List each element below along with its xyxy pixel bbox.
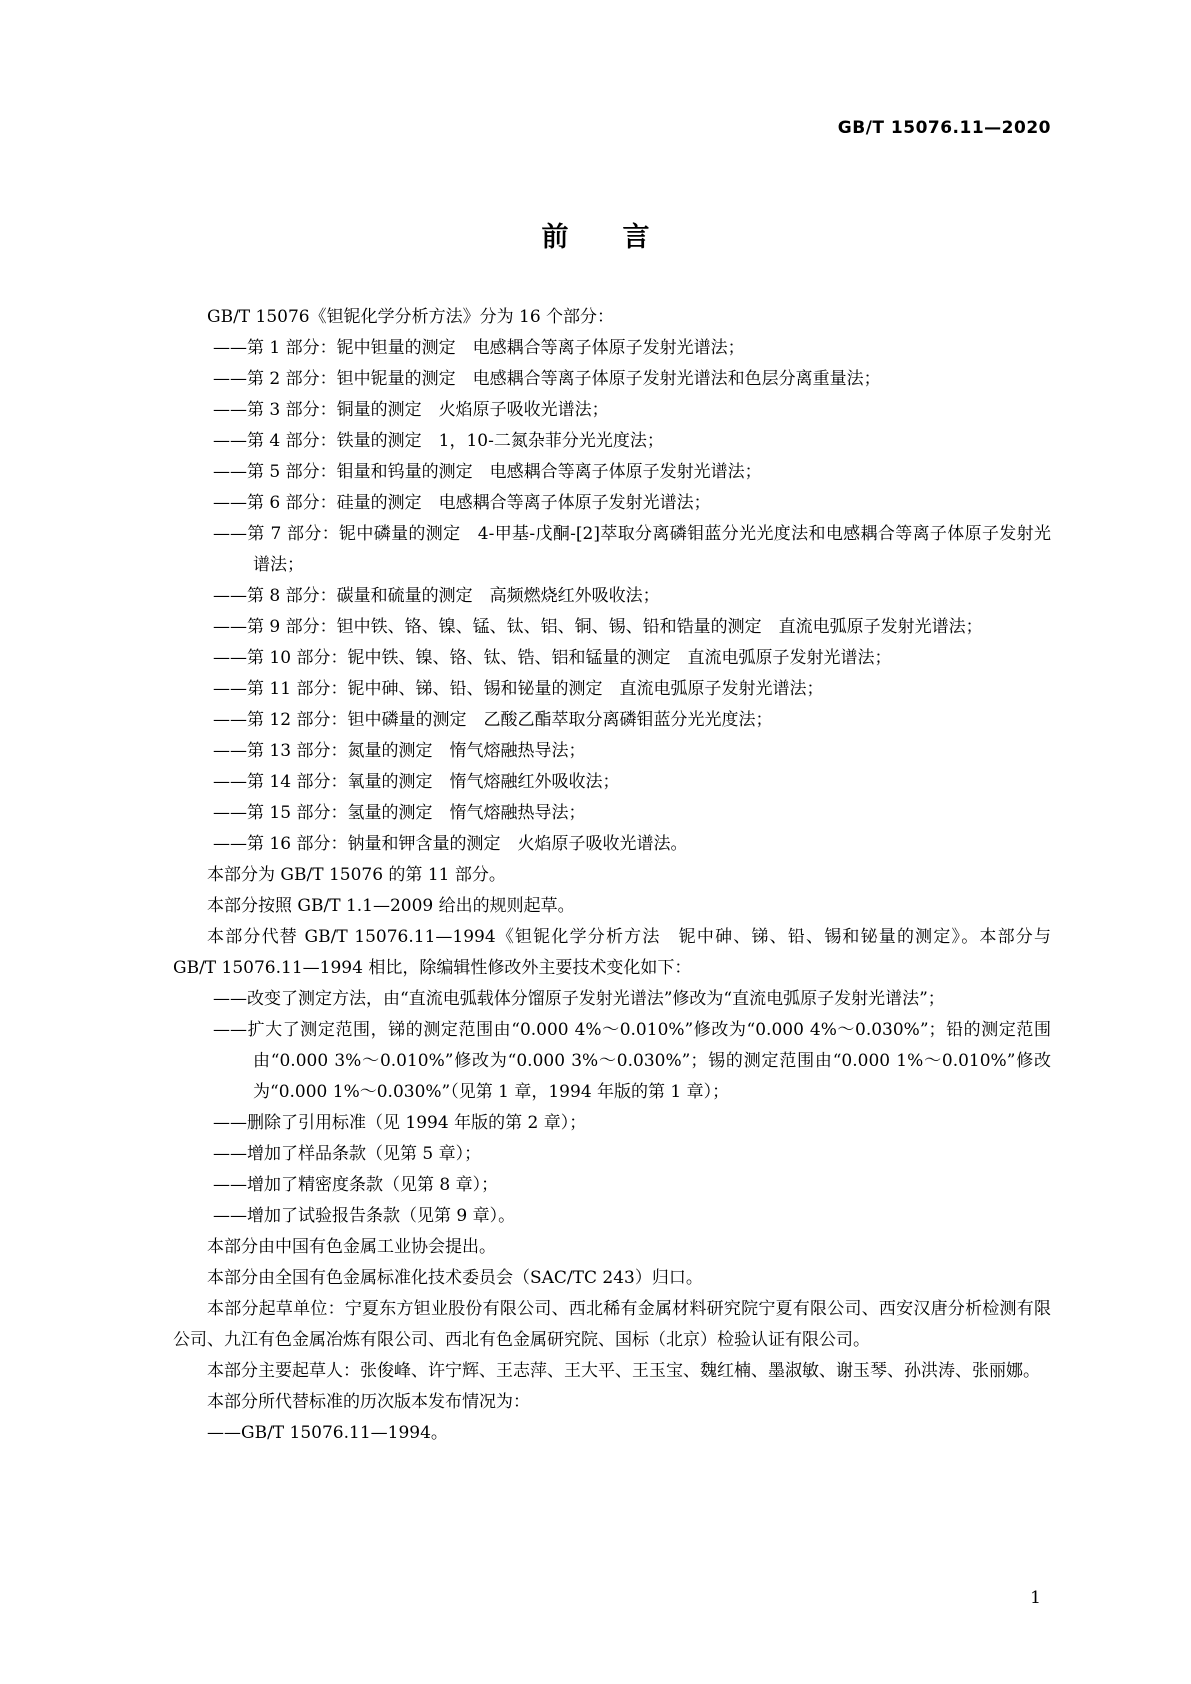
list-item: ——第 12 部分：钽中磷量的测定 乙酸乙酯萃取分离磷钼蓝分光光度法； (213, 710, 773, 730)
list-item: ——扩大了测定范围，锑的测定范围由“0.000 4%～0.010%”修改为“0.000 4%～0.030%”；铅的测定范围由“0.000 3%～0.010%”修改为“0.000 3%～0.030%”；锡的测定范围由“0.000 1%～0.010%”修改为“0.000 1%～0.030%”（见第 1 章，1994 年版的第 1 章）； (213, 1020, 1051, 1102)
page-title: 前 言 (541, 222, 650, 253)
list-item: ——第 1 部分：铌中钽量的测定 电感耦合等离子体原子发射光谱法； (213, 338, 745, 358)
paragraph: 本部分由全国有色金属标准化技术委员会（SAC/TC 243）归口。 (207, 1268, 703, 1288)
document-body (173, 302, 1051, 1449)
list-item: ——第 15 部分：氢量的测定 惰气熔融热导法； (213, 803, 586, 823)
list-item: ——第 9 部分：钽中铁、铬、镍、锰、钛、铝、铜、锡、铅和锆量的测定 直流电弧原子发射光谱法； (213, 617, 983, 637)
list-item: ——第 5 部分：钼量和钨量的测定 电感耦合等离子体原子发射光谱法； (213, 462, 762, 482)
paragraph: 本部分代替 GB/T 15076.11—1994《钽铌化学分析方法 铌中砷、锑、铅、锡和铋量的测定》。本部分与 GB/T 15076.11—1994 相比，除编辑性修改外主要技术变化如下： (173, 927, 1051, 978)
list-item: ——第 2 部分：钽中铌量的测定 电感耦合等离子体原子发射光谱法和色层分离重量法； (213, 369, 881, 389)
paragraph: 本部分所代替标准的历次版本发布情况为： (207, 1392, 530, 1412)
list-item: ——第 3 部分：铜量的测定 火焰原子吸收光谱法； (213, 400, 609, 420)
paragraph: 本部分按照 GB/T 1.1—2009 给出的规则起草。 (207, 896, 575, 916)
standard-code: GB/T 15076.11—2020 (837, 118, 1051, 138)
list-item: ——第 16 部分：钠量和钾含量的测定 火焰原子吸收光谱法。 (213, 834, 688, 854)
list-item: ——增加了样品条款（见第 5 章）； (213, 1144, 482, 1164)
paragraph: 本部分起草单位：宁夏东方钽业股份有限公司、西北稀有金属材料研究院宁夏有限公司、西安汉唐分析检测有限公司、九江有色金属冶炼有限公司、西北有色金属研究院、国标（北京）检验认证有限公司。 (173, 1299, 1051, 1350)
list-item: ——第 4 部分：铁量的测定 1，10-二氮杂菲分光光度法； (213, 431, 664, 451)
list-item: ——第 6 部分：硅量的测定 电感耦合等离子体原子发射光谱法； (213, 493, 711, 513)
list-item: ——第 13 部分：氮量的测定 惰气熔融热导法； (213, 741, 586, 761)
list-item: ——第 14 部分：氧量的测定 惰气熔融红外吸收法； (213, 772, 620, 792)
paragraph: 本部分为 GB/T 15076 的第 11 部分。 (207, 865, 506, 885)
list-item: ——增加了精密度条款（见第 8 章）； (213, 1175, 499, 1195)
list-item: ——GB/T 15076.11—1994。 (207, 1423, 448, 1443)
list-item: ——第 10 部分：铌中铁、镍、铬、钛、锆、铝和锰量的测定 直流电弧原子发射光谱法； (213, 648, 892, 668)
list-item: ——第 7 部分：铌中磷量的测定 4-甲基-戊酮-[2]萃取分离磷钼蓝分光光度法和电感耦合等离子体原子发射光谱法； (213, 524, 1051, 575)
list-item: ——第 8 部分：碳量和硫量的测定 高频燃烧红外吸收法； (213, 586, 660, 606)
list-item: ——第 11 部分：铌中砷、锑、铅、锡和铋量的测定 直流电弧原子发射光谱法； (213, 679, 824, 699)
paragraph: 本部分由中国有色金属工业协会提出。 (207, 1237, 496, 1257)
list-item: ——增加了试验报告条款（见第 9 章）。 (213, 1206, 516, 1226)
paragraph: GB/T 15076《钽铌化学分析方法》分为 16 个部分： (207, 307, 615, 327)
list-item: ——改变了测定方法，由“直流电弧载体分馏原子发射光谱法”修改为“直流电弧原子发射光谱法”； (213, 989, 945, 1009)
paragraph: 本部分主要起草人：张俊峰、许宁辉、王志萍、王大平、王玉宝、魏红楠、墨淑敏、谢玉琴、孙洪涛、张丽娜。 (207, 1361, 1040, 1381)
list-item: ——删除了引用标准（见 1994 年版的第 2 章）； (213, 1113, 587, 1133)
page-number: 1 (1030, 1588, 1041, 1608)
